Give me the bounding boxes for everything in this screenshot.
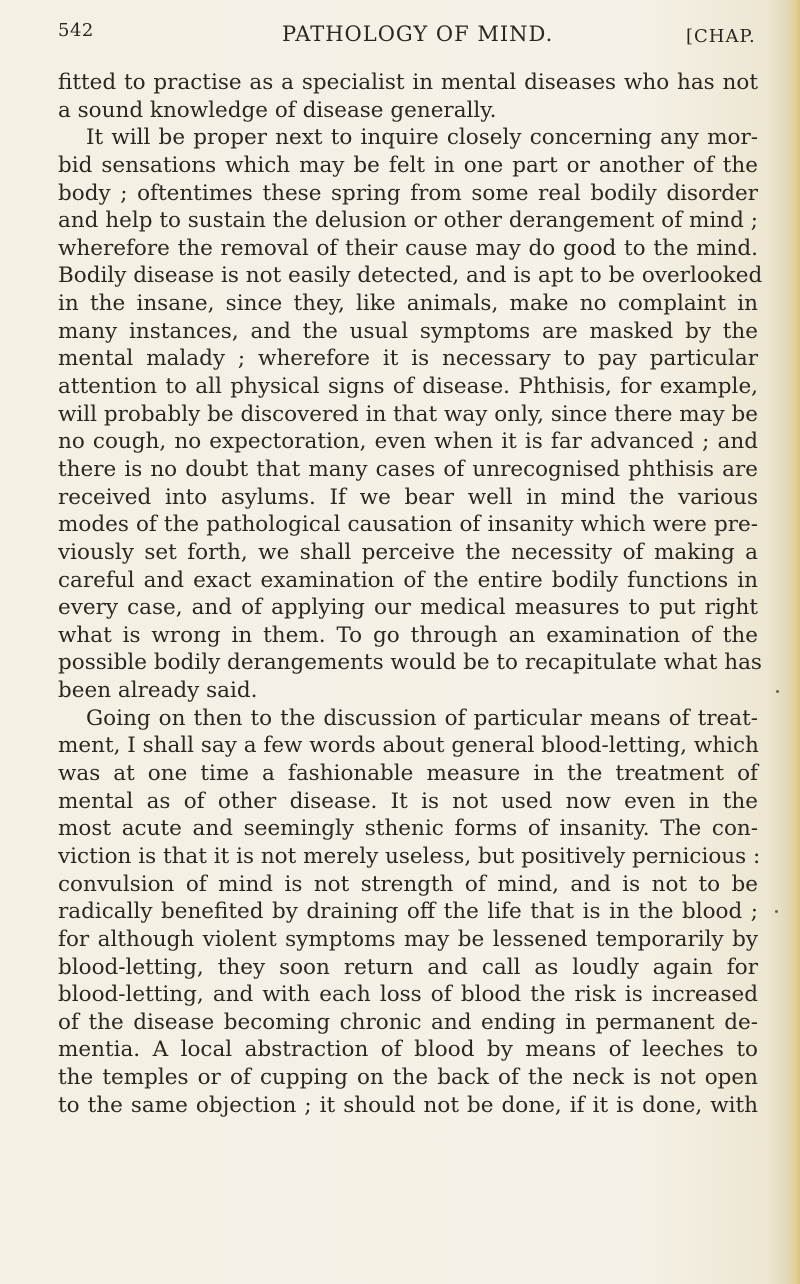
text-line: body ; oftentimes these spring from some real bodily disorder [58,180,758,206]
text-line: wherefore the removal of their cause may do good to the mind. [58,235,758,261]
text-line: was at one time a fashionable measure in the treatment of [58,761,758,787]
text-line: convulsion of mind is not strength of mind, and is not to be [58,871,758,897]
text-line: ment, I shall say a few words about general blood-letting, which [58,733,759,759]
text-line: attention to all physical signs of disease. Phthisis, for example, [58,374,758,400]
text-line: blood-letting, and with each loss of blood the risk is increased [58,982,758,1008]
text-line: the temples or of cupping on the back of the neck is not open [58,1065,758,1091]
text-line: modes of the pathological causation of insanity which were pre- [58,512,758,538]
text-line: careful and exact examination of the entire bodily functions in [58,567,758,593]
text-line: been already said. [58,678,258,704]
text-line: every case, and of applying our medical measures to put right [58,595,758,621]
text-line: what is wrong in them. To go through an examination of the [58,622,758,648]
text-line: there is no doubt that many cases of unrecognised phthisis are [58,456,758,482]
text-line: most acute and seemingly sthenic forms of insanity. The con- [58,816,758,842]
text-line: will probably be discovered in that way only, since there may be [58,401,758,427]
text-line: a sound knowledge of disease generally. [58,97,497,123]
page-edge-shadow [786,0,800,1284]
text-line: mental as of other disease. It is not used now even in the [58,788,758,814]
text-line: and help to sustain the delusion or other derangement of mind ; [58,208,758,234]
text-line: mentia. A local abstraction of blood by means of leeches to [58,1037,758,1063]
text-line: in the insane, since they, like animals, make no complaint in [58,291,758,317]
text-line: of the disease becoming chronic and ending in permanent de- [58,1009,758,1035]
text-line: no cough, no expectoration, even when it is far advanced ; and [58,429,758,455]
page-number: 542 [58,20,94,41]
text-line: fitted to practise as a specialist in mental diseases who has not [58,70,758,95]
running-title: PATHOLOGY OF MIND. [282,22,554,46]
text-line: It will be proper next to inquire closely concerning any mor- [86,125,758,151]
body-text [58,69,763,1119]
page-header [48,16,756,50]
text-line: received into asylums. If we bear well in mind the various [58,484,758,510]
text-line: for although violent symptoms may be lessened temporarily by [58,926,758,952]
text-line: mental malady ; wherefore it is necessary to pay particular [58,346,758,372]
text-line: viction is that it is not merely useless, but positively pernicious : [58,843,761,869]
margin-speck [775,910,778,913]
text-line: bid sensations which may be felt in one part or another of the [58,152,758,178]
text-line: many instances, and the usual symptoms are masked by the [58,318,758,344]
text-line: blood-letting, they soon return and call as loudly again for [58,954,758,980]
text-line: possible bodily derangements would be to recapitulate what has [58,650,762,676]
chapter-mark: [CHAP. [686,26,756,47]
text-line: radically benefited by draining off the life that is in the blood ; [58,899,758,925]
text-line: Going on then to the discussion of particular means of treat- [86,705,758,731]
text-line: to the same objection ; it should not be done, if it is done, with [58,1092,758,1118]
text-line: Bodily disease is not easily detected, and is apt to be overlooked [58,263,763,289]
text-line: viously set forth, we shall perceive the necessity of making a [58,539,758,565]
margin-speck [776,690,779,693]
